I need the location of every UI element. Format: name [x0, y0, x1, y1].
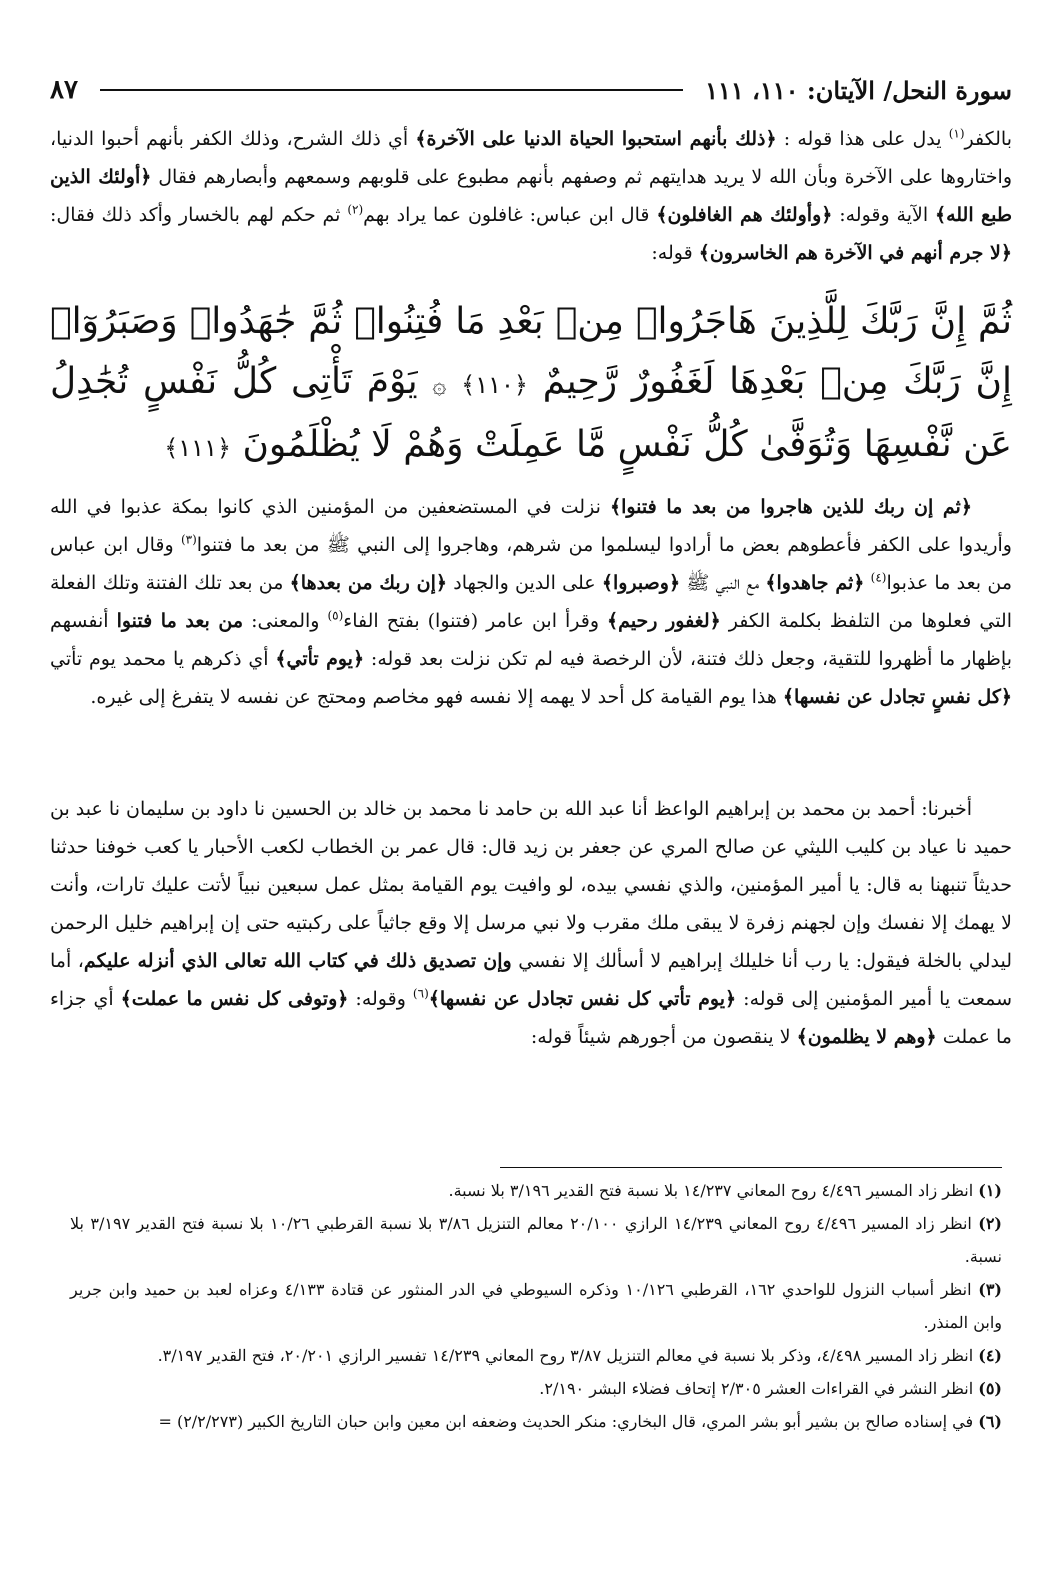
text: ، أما سمعت يا أمير المؤمنين إلى قوله:: [50, 950, 1013, 1010]
footnote-4: [70, 1339, 1002, 1372]
text: هذا يوم القيامة كل أحد لا يهمه إلا نفسه فهو مخاصم ومحتج عن نفسه لا يتفرغ إلى غيره.: [90, 686, 783, 708]
text: وقوله:: [348, 988, 413, 1010]
footnote-ref[interactable]: (٦): [412, 986, 429, 1001]
footnote-text: انظر زاد المسير ٤/٤٩٦ روح المعاني ١٤/٢٣٩ الرازي ٢٠/١٠٠ معالم التنزيل ٣/٨٦ بلا نسبة القرطبي ١٠/٢٦ بلا نسبة فتح القدير ٣/١٩٧ بلا نسبة.: [70, 1214, 1002, 1266]
footnote-number: (٢): [978, 1214, 1002, 1233]
bold-phrase: من بعد ما فتنوا: [116, 610, 244, 632]
footnote-ref[interactable]: (٣): [180, 532, 197, 547]
text: أي ذلك الشرح، وذلك الكفر بأنهم أحبوا الدنيا، واختاروها على الآخرة وبأن الله لا يريد هدايتهم ثم وصفهم بأنهم مطبوع على قلوبهم وسمعهم وأبصارهم فقال: [50, 128, 1012, 188]
text: بالكفر: [964, 128, 1012, 150]
text: أخبرنا: أحمد بن محمد بن إبراهيم الواعظ أنا عبد الله بن حامد نا محمد بن خالد بن الحسين نا داود بن سليمان نا عبد بن حميد نا عياد بن كليب الليثي عن صالح المري عن جعفر بن زيد قال: قال عمر بن الخطاب لكعب الأحبار يا كعب خوفنا حدثنا حديثاً تنبهنا به قال: يا أمير المؤمنين، والذي نفسي بيده، لو وافيت يوم القيامة بمثل عمل سبعين نبياً لأتت عليك تارات، وأنت لا يهمك إلا نفسك وإن لجهنم زفرة لا يبقى ملك مقرب ولا نبي مرسل إلا وقع جاثياً على ركبتيه حتى إن إبراهيم خليل الرحمن ليدلي بالخلة فيقول: يا رب أنا خليلك إبراهيم لا أسألك إلا نفسي: [50, 798, 1012, 972]
text: وقرأ ابن عامر (فتنوا) بفتح الفاء: [343, 610, 608, 632]
footnote-text: انظر النشر في القراءات العشر ٢/٣٠٥ إتحاف فضلاء البشر ٢/١٩٠.: [539, 1379, 974, 1398]
text: أي جزاء ما عملت: [50, 988, 1012, 1048]
footnotes: [70, 1174, 1002, 1438]
footnote-ref[interactable]: (٥): [327, 608, 344, 623]
footnote-3: [70, 1273, 1002, 1339]
text: أنفسهم بإظهار ما أظهروا للتقية، وجعل ذلك فتنة، لأن الرخصة فيه لم تكن نزلت بعد قوله:: [50, 610, 1012, 670]
quran-quote: ﴿لا جرم أنهم في الآخرة هم الخاسرون﴾: [698, 242, 1012, 264]
paragraph-3: [50, 790, 1012, 1056]
quran-verses: [50, 292, 1012, 478]
text: يدل على هذا قوله :: [776, 128, 949, 150]
footnote-number: (٤): [978, 1346, 1002, 1365]
text: قال ابن عباس: غافلون عما يراد بهم: [363, 204, 657, 226]
quran-quote: ﴿ثم جاهدوا﴾: [765, 572, 865, 594]
footnote-text: انظر زاد المسير ٤/٤٩٦ روح المعاني ١٤/٢٣٧ بلا نسبة فتح القدير ٣/١٩٦ بلا نسبة.: [448, 1181, 974, 1200]
text: وقال ابن عباس من بعد ما عذبوا: [50, 534, 1012, 594]
text: نزلت في المستضعفين من المؤمنين الذي كانوا بمكة عذبوا في الله وأريدوا على الكفر فأعطوهم بعض ما أرادوا ليسلموا من شرهم، وهاجروا إلى النبي ﷺ من بعد ما فتنوا: [50, 496, 1012, 556]
verse-110: ثُمَّ إِنَّ رَبَّكَ لِلَّذِينَ هَاجَرُوا۟ مِنۢ بَعْدِ مَا فُتِنُوا۟ ثُمَّ جَٰهَدُوا۟ وَصَبَرُوٓا۟ إِنَّ رَبَّكَ مِنۢ بَعْدِهَا لَغَفُورٌ رَّحِيمٌ: [50, 301, 1013, 402]
footnote-ref[interactable]: (١): [948, 126, 965, 141]
footnote-1: [70, 1174, 1002, 1207]
verse-separator-icon: ۞: [432, 371, 447, 399]
text: على الدين والجهاد: [447, 572, 602, 594]
text: أي ذكرهم يا محمد يوم تأتي: [50, 648, 276, 670]
footnote-number: (٥): [978, 1379, 1002, 1398]
text: من بعد تلك الفتنة وتلك الفعلة التي فعلوها من التلفظ بكلمة الكفر: [50, 572, 1012, 632]
page-header: [50, 68, 1012, 112]
ayah-number-110: ﴿١١٠﴾: [461, 371, 528, 399]
page-number: ٨٧: [50, 75, 78, 105]
footnote-text: انظر زاد المسير ٤/٤٩٨، وذكر بلا نسبة في معالم التنزيل ٣/٨٧ روح المعاني ١٤/٢٣٩ تفسير الرازي ٢٠/٢٠١، فتح القدير ٣/١٩٧.: [157, 1346, 974, 1365]
footnote-6: [70, 1405, 1002, 1438]
text: لا ينقصون من أجورهم شيئاً قوله:: [530, 1026, 797, 1048]
footnote-text: في إسناده صالح بن بشير أبو بشر المري، قال البخاري: منكر الحديث وضعفه ابن معين وابن حبان التاريخ الكبير (٢/٢/٢٧٣) =: [158, 1412, 974, 1431]
footnote-ref[interactable]: (٢): [347, 202, 364, 217]
footnote-number: (٦): [978, 1412, 1002, 1431]
running-title: سورة النحل/ الآيتان: ١١٠، ١١١: [705, 75, 1012, 105]
text: والمعنى:: [243, 610, 328, 632]
bold-phrase: وإن تصديق ذلك في كتاب الله تعالى الذي أنزله عليكم: [83, 950, 512, 972]
text: ثم حكم لهم بالخسار وأكد ذلك فقال:: [50, 204, 348, 226]
footnote-2: [70, 1207, 1002, 1273]
quran-quote: ﴿وهم لا يظلمون﴾: [796, 1026, 937, 1048]
footnote-ref[interactable]: (٤): [870, 570, 887, 585]
ayah-number-111: ﴿١١١﴾: [164, 434, 232, 462]
quran-quote: ﴿كل نفسٍ تجادل عن نفسها﴾: [782, 686, 1012, 708]
footnote-separator: [500, 1167, 1002, 1168]
text: الآية وقوله:: [832, 204, 935, 226]
quran-quote: ﴿لغفور رحيم﴾: [607, 610, 721, 632]
header-rule: [100, 89, 683, 91]
quran-quote: ﴿يوم تأتي كل نفس تجادل عن نفسها﴾: [428, 988, 737, 1010]
text: قوله:: [651, 242, 699, 264]
footnote-5: [70, 1372, 1002, 1405]
quran-quote: ﴿يوم تأتي﴾: [275, 648, 365, 670]
paragraph-1: [50, 120, 1012, 272]
quran-quote: ﴿ذلك بأنهم استحبوا الحياة الدنيا على الآخرة﴾: [415, 128, 777, 150]
quran-quote: ﴿وتوفى كل نفس ما عملت﴾: [120, 988, 349, 1010]
footnote-number: (٣): [978, 1280, 1002, 1299]
verse-111: يَوْمَ تَأْتِى كُلُّ نَفْسٍ تُجَٰدِلُ عَن نَّفْسِهَا وَتُوَفَّىٰ كُلُّ نَفْسٍ مَّا عَمِلَتْ وَهُمْ لَا يُظْلَمُونَ: [50, 361, 1012, 465]
quran-quote: ﴿أولئك الذين طبع الله﴾: [50, 166, 1012, 226]
text: مع النبي ﷺ: [680, 572, 766, 594]
quran-quote: ﴿ثم إن ربك للذين هاجروا من بعد ما فتنوا﴾: [609, 496, 972, 518]
quran-quote: ﴿إن ربك من بعدها﴾: [289, 572, 448, 594]
quran-quote: ﴿وصبروا﴾: [601, 572, 681, 594]
paragraph-2: [50, 488, 1012, 716]
quran-quote: ﴿وأولئك هم الغافلون﴾: [656, 204, 833, 226]
footnote-number: (١): [978, 1181, 1002, 1200]
footnote-text: انظر أسباب النزول للواحدي ١٦٢، القرطبي ١٠/١٢٦ وذكره السيوطي في الدر المنثور عن قتادة ٤/١٣٣ وعزاه لعبد بن حميد وابن جرير وابن المنذر.: [70, 1280, 1002, 1332]
